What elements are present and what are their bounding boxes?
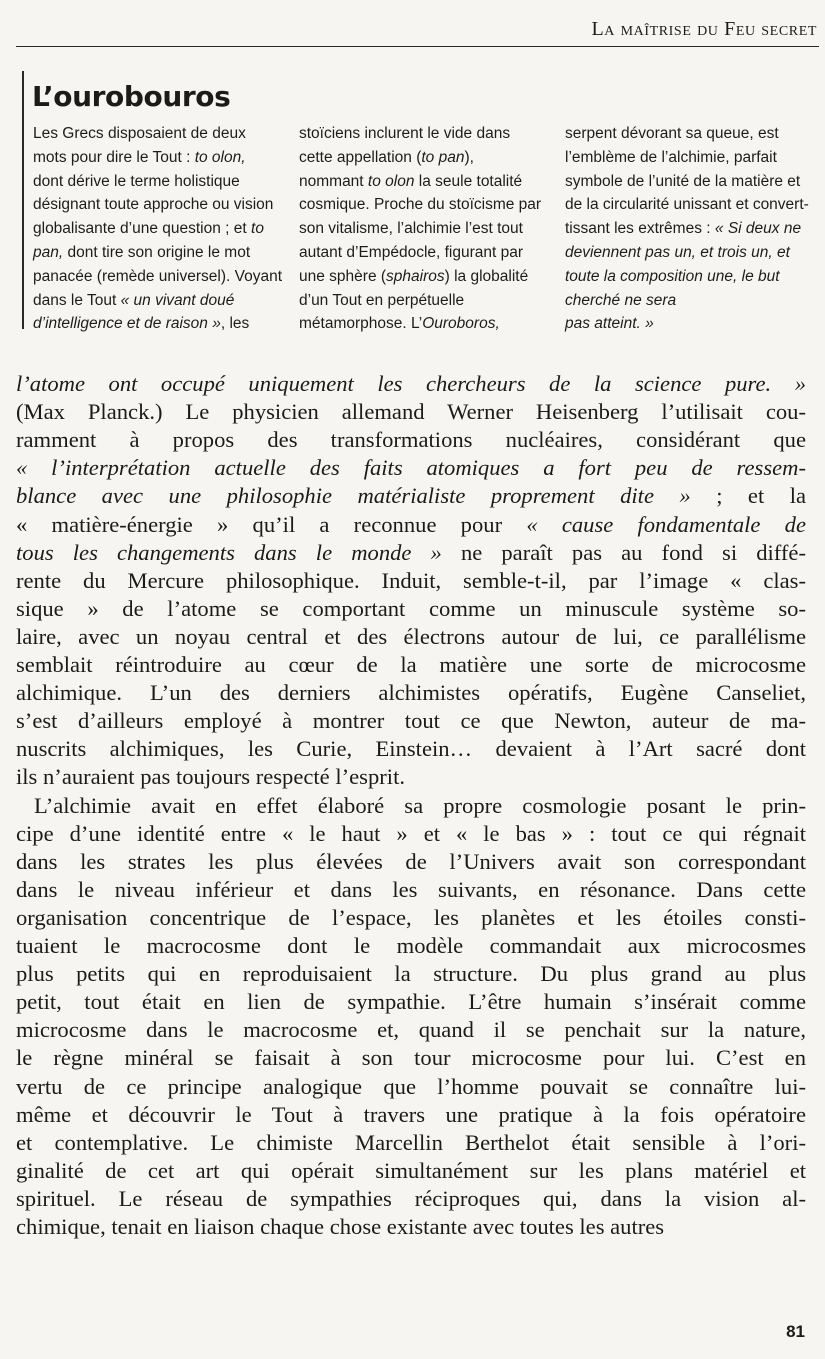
body-line: semblait réintroduire au cœur de la matière une sorte de microcosme <box>16 652 806 677</box>
sidebar-left-rule <box>22 71 24 329</box>
sidebar-line: stoïciens inclurent le vide dans <box>299 125 511 142</box>
sidebar-line: dont dérive le terme holistique <box>33 172 240 190</box>
body-line: ramment à propos des transformations nucléaires, considérant que <box>16 427 806 453</box>
body-line: laire, avec un noyau central et des électrons autour de lui, ce parallélisme <box>16 623 806 649</box>
sidebar-line: cette appellation (to pan), <box>299 148 474 166</box>
body-line: ginalité de cet art qui opérait simultanément sur les plans matériel et <box>16 1157 806 1183</box>
sidebar-line: cherché ne sera <box>565 291 677 309</box>
sidebar-line: une sphère (sphairos) la globalité <box>299 267 529 285</box>
sidebar-line: de la circularité unissant et convert- <box>565 196 809 214</box>
sidebar-line: l’emblème de l’alchimie, parfait <box>565 148 777 166</box>
body-line: tous les changements dans le monde » ne paraît pas au fond si diffé- <box>16 539 806 565</box>
sidebar-line: d’un Tout en perpétuelle <box>299 291 465 309</box>
sidebar-line: symbole de l’unité de la matière et <box>565 172 801 190</box>
body-line: le règne minéral se faisait à son tour microcosme pour lui. C’est en <box>16 1045 806 1071</box>
sidebar-line: deviennent pas un, et trois un, et <box>565 243 790 261</box>
body-line: s’est d’ailleurs employé à montrer tout ce que Newton, auteur de ma- <box>16 708 806 734</box>
sidebar-line: Les Grecs disposaient de deux <box>33 125 246 142</box>
sidebar-line: d’intelligence et de raison », les <box>33 315 250 333</box>
body-line: petit, tout était en lien de sympathie. L’être humain s’insérait comme <box>16 989 806 1015</box>
body-line: et contemplative. Le chimiste Marcellin Berthelot était sensible à l’ori- <box>16 1129 806 1155</box>
body-line: « l’interprétation actuelle des faits atomiques a fort peu de ressem- <box>16 455 806 481</box>
sidebar-column-2 <box>299 122 541 336</box>
sidebar-line: toute la composition une, le but <box>565 267 780 285</box>
sidebar-line: serpent dévorant sa queue, est <box>565 125 779 142</box>
sidebar-line: cosmique. Proche du stoïcisme par <box>299 196 542 214</box>
sidebar-line: globalisante d’une question ; et to <box>33 220 264 238</box>
body-line: sique » de l’atome se comportant comme un minuscule système so- <box>16 595 806 621</box>
body-line: même et découvrir le Tout à travers une pratique à la fois opératoire <box>16 1101 806 1127</box>
sidebar-line: panacée (remède universel). Voyant <box>33 267 283 285</box>
sidebar-line: pan, dont tire son origine le mot <box>33 243 251 261</box>
sidebar-line: son vitalisme, l’alchimie l’est tout <box>299 220 523 238</box>
body-line: organisation concentrique de l’espace, les planètes et les étoiles consti- <box>16 904 806 930</box>
sidebar-line: tissant les extrêmes : « Si deux ne <box>565 220 802 238</box>
body-line: chimique, tenait en liaison chaque chose existante avec toutes les autres <box>16 1214 665 1239</box>
body-line: ils n’auraient pas toujours respecté l’esprit. <box>16 764 405 790</box>
page-number: 81 <box>786 1322 805 1341</box>
body-line: L’alchimie avait en effet élaboré sa propre cosmologie posant le prin- <box>34 792 806 818</box>
body-line: l’atome ont occupé uniquement les chercheurs de la science pure. » <box>16 371 806 396</box>
sidebar-line: désignant toute approche ou vision <box>33 196 274 214</box>
body-line: vertu de ce principe analogique que l’homme pouvait se connaître lui- <box>16 1073 806 1099</box>
body-line: nuscrits alchimiques, les Curie, Einstein… devaient à l’Art sacré dont <box>16 736 806 762</box>
sidebar-line: métamorphose. L’Ouroboros, <box>299 315 500 333</box>
body-line: spirituel. Le réseau de sympathies réciproques qui, dans la vision al- <box>16 1185 806 1211</box>
body-line: (Max Planck.) Le physicien allemand Werner Heisenberg l’utilisait cou- <box>16 399 806 425</box>
body-line: cipe d’une identité entre « le haut » et « le bas » : tout ce qui régnait <box>16 820 806 846</box>
sidebar-line: pas atteint. » <box>565 315 654 333</box>
body-line: « matière-énergie » qu’il a reconnue pour « cause fondamentale de <box>16 511 806 537</box>
body-line: microcosme dans le macrocosme et, quand il se penchait sur la nature, <box>16 1017 806 1043</box>
body-line: tuaient le macrocosme dont le modèle commandait aux microcosmes <box>16 933 806 958</box>
sidebar-line: dans le Tout « un vivant doué <box>33 291 235 309</box>
sidebar-column-3 <box>565 122 809 336</box>
sidebar-line: nommant to olon la seule totalité <box>299 172 523 190</box>
sidebar-line: mots pour dire le Tout : to olon, <box>33 148 246 166</box>
body-line: dans le niveau inférieur et dans les suivants, en résonance. Dans cette <box>16 876 806 902</box>
running-head: La maîtrise du Feu secret <box>591 18 817 40</box>
body-line: dans les strates les plus élevées de l’Univers avait son correspondant <box>16 848 806 874</box>
sidebar-line: autant d’Empédocle, figurant par <box>299 243 524 261</box>
body-line: plus petits qui en reproduisaient la structure. Du plus grand au plus <box>16 961 806 987</box>
sidebar-title: L’ourobouros <box>32 80 231 113</box>
body-line: blance avec une philosophie matérialiste proprement dite » ; et la <box>16 483 806 509</box>
body-line: alchimique. L’un des derniers alchimistes opératifs, Eugène Canseliet, <box>16 680 806 706</box>
header-rule <box>16 46 819 47</box>
sidebar-column-1 <box>33 122 282 336</box>
body-line: rente du Mercure philosophique. Induit, semble-t-il, par l’image « clas- <box>16 567 806 593</box>
